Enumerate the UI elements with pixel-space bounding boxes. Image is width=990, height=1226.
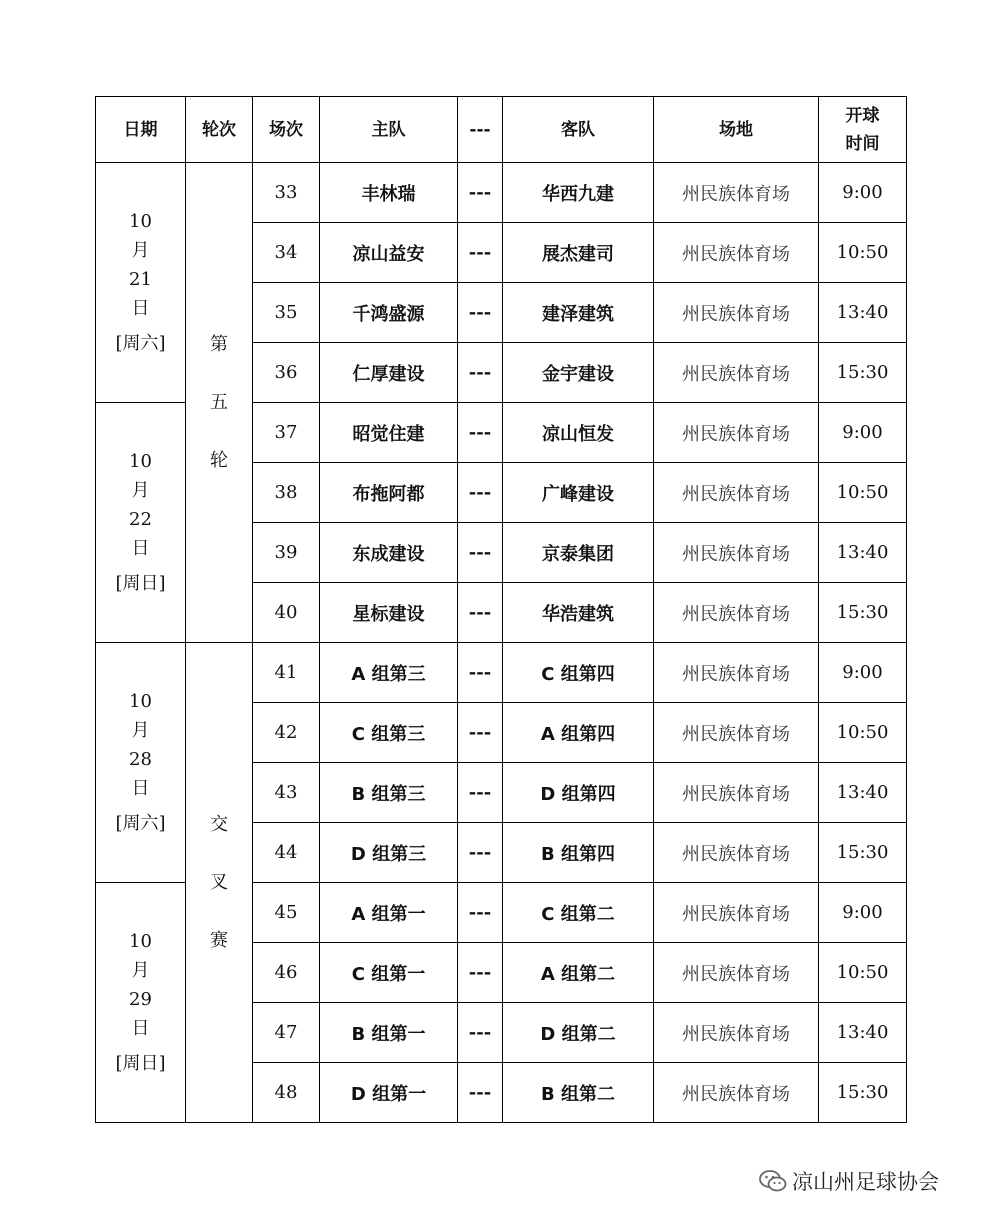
header-kickoff-line2: 时间 (845, 133, 880, 154)
schedule-table (95, 96, 907, 1123)
away-team: 凉山恒发 (503, 403, 654, 463)
table-row (96, 643, 907, 703)
venue: 州民族体育场 (654, 763, 819, 823)
date-day-char: 日 (131, 1018, 150, 1039)
vs-separator: --- (458, 643, 503, 703)
date-weekday: [周日] (115, 1053, 166, 1074)
home-team: 昭觉住建 (320, 403, 458, 463)
venue: 州民族体育场 (654, 1063, 819, 1123)
match-no: 47 (253, 1003, 320, 1063)
away-team: B 组第二 (503, 1063, 654, 1123)
venue: 州民族体育场 (654, 403, 819, 463)
vs-separator: --- (458, 883, 503, 943)
home-team: 凉山益安 (320, 223, 458, 283)
kickoff-time: 9:00 (819, 403, 907, 463)
date-day: 22 (129, 509, 152, 530)
home-team: C 组第一 (320, 943, 458, 1003)
date-day: 29 (129, 989, 152, 1010)
date-month-char: 月 (131, 240, 150, 261)
kickoff-time: 10:50 (819, 703, 907, 763)
vs-separator: --- (458, 583, 503, 643)
wechat-icon (758, 1168, 788, 1194)
header-away: 客队 (503, 97, 654, 163)
round-cell (186, 643, 253, 1123)
match-no: 33 (253, 163, 320, 223)
kickoff-time: 10:50 (819, 943, 907, 1003)
away-team: D 组第二 (503, 1003, 654, 1063)
vs-separator: --- (458, 943, 503, 1003)
kickoff-time: 15:30 (819, 1063, 907, 1123)
kickoff-time: 9:00 (819, 163, 907, 223)
date-month-char: 月 (131, 480, 150, 501)
home-team: A 组第三 (320, 643, 458, 703)
home-team: C 组第三 (320, 703, 458, 763)
home-team: B 组第三 (320, 763, 458, 823)
kickoff-time: 9:00 (819, 643, 907, 703)
match-no: 38 (253, 463, 320, 523)
round-char: 轮 (210, 449, 228, 471)
match-no: 41 (253, 643, 320, 703)
kickoff-time: 13:40 (819, 523, 907, 583)
away-team: 金宇建设 (503, 343, 654, 403)
header-kickoff (819, 97, 907, 163)
venue: 州民族体育场 (654, 823, 819, 883)
away-team: B 组第四 (503, 823, 654, 883)
vs-separator: --- (458, 523, 503, 583)
date-month: 10 (129, 931, 152, 952)
match-no: 36 (253, 343, 320, 403)
header-match-no: 场次 (253, 97, 320, 163)
kickoff-time: 13:40 (819, 283, 907, 343)
home-team: B 组第一 (320, 1003, 458, 1063)
vs-separator: --- (458, 463, 503, 523)
kickoff-time: 9:00 (819, 883, 907, 943)
match-no: 35 (253, 283, 320, 343)
watermark-text: 凉山州足球协会 (792, 1170, 939, 1194)
date-weekday: [周日] (115, 573, 166, 594)
away-team: C 组第二 (503, 883, 654, 943)
round-char: 第 (210, 333, 228, 355)
away-team: A 组第二 (503, 943, 654, 1003)
kickoff-time: 10:50 (819, 463, 907, 523)
header-venue: 场地 (654, 97, 819, 163)
date-day: 28 (129, 749, 152, 770)
vs-separator: --- (458, 823, 503, 883)
table-row (96, 163, 907, 223)
home-team: D 组第一 (320, 1063, 458, 1123)
away-team: D 组第四 (503, 763, 654, 823)
date-month: 10 (129, 691, 152, 712)
home-team: 东成建设 (320, 523, 458, 583)
vs-separator: --- (458, 703, 503, 763)
vs-separator: --- (458, 403, 503, 463)
venue: 州民族体育场 (654, 643, 819, 703)
schedule-body (96, 163, 907, 1123)
venue: 州民族体育场 (654, 583, 819, 643)
header-date: 日期 (96, 97, 186, 163)
date-day-char: 日 (131, 298, 150, 319)
header-kickoff-line1: 开球 (845, 105, 880, 126)
date-month-char: 月 (131, 960, 150, 981)
round-char: 交 (210, 813, 228, 835)
home-team: 仁厚建设 (320, 343, 458, 403)
match-no: 39 (253, 523, 320, 583)
date-cell (96, 163, 186, 403)
home-team: D 组第三 (320, 823, 458, 883)
venue: 州民族体育场 (654, 883, 819, 943)
venue: 州民族体育场 (654, 943, 819, 1003)
home-team: 千鸿盛源 (320, 283, 458, 343)
kickoff-time: 10:50 (819, 223, 907, 283)
match-no: 40 (253, 583, 320, 643)
match-no: 48 (253, 1063, 320, 1123)
away-team: 建泽建筑 (503, 283, 654, 343)
away-team: 华西九建 (503, 163, 654, 223)
date-cell (96, 643, 186, 883)
venue: 州民族体育场 (654, 223, 819, 283)
date-month: 10 (129, 211, 152, 232)
match-no: 43 (253, 763, 320, 823)
date-cell (96, 883, 186, 1123)
match-no: 42 (253, 703, 320, 763)
home-team: A 组第一 (320, 883, 458, 943)
match-no: 37 (253, 403, 320, 463)
date-weekday: [周六] (115, 813, 166, 834)
away-team: C 组第四 (503, 643, 654, 703)
round-cell (186, 163, 253, 643)
kickoff-time: 15:30 (819, 583, 907, 643)
round-char: 叉 (210, 871, 228, 893)
home-team: 星标建设 (320, 583, 458, 643)
kickoff-time: 13:40 (819, 1003, 907, 1063)
vs-separator: --- (458, 1063, 503, 1123)
match-no: 45 (253, 883, 320, 943)
away-team: 展杰建司 (503, 223, 654, 283)
venue: 州民族体育场 (654, 343, 819, 403)
round-char: 五 (210, 391, 228, 413)
vs-separator: --- (458, 163, 503, 223)
away-team: A 组第四 (503, 703, 654, 763)
date-day-char: 日 (131, 538, 150, 559)
kickoff-time: 13:40 (819, 763, 907, 823)
round-char: 赛 (210, 929, 228, 951)
away-team: 广峰建设 (503, 463, 654, 523)
kickoff-time: 15:30 (819, 343, 907, 403)
venue: 州民族体育场 (654, 463, 819, 523)
away-team: 京泰集团 (503, 523, 654, 583)
date-weekday: [周六] (115, 333, 166, 354)
date-month: 10 (129, 451, 152, 472)
kickoff-time: 15:30 (819, 823, 907, 883)
vs-separator: --- (458, 223, 503, 283)
venue: 州民族体育场 (654, 163, 819, 223)
vs-separator: --- (458, 1003, 503, 1063)
home-team: 丰林瑞 (320, 163, 458, 223)
header-round: 轮次 (186, 97, 253, 163)
vs-separator: --- (458, 283, 503, 343)
home-team: 布拖阿都 (320, 463, 458, 523)
date-month-char: 月 (131, 720, 150, 741)
vs-separator: --- (458, 763, 503, 823)
watermark (758, 1163, 939, 1199)
venue: 州民族体育场 (654, 523, 819, 583)
venue: 州民族体育场 (654, 283, 819, 343)
date-day: 21 (129, 269, 152, 290)
away-team: 华浩建筑 (503, 583, 654, 643)
venue: 州民族体育场 (654, 703, 819, 763)
date-day-char: 日 (131, 778, 150, 799)
match-no: 44 (253, 823, 320, 883)
match-no: 34 (253, 223, 320, 283)
match-no: 46 (253, 943, 320, 1003)
header-sep: --- (458, 97, 503, 163)
header-row (96, 97, 907, 163)
header-home: 主队 (320, 97, 458, 163)
venue: 州民族体育场 (654, 1003, 819, 1063)
vs-separator: --- (458, 343, 503, 403)
date-cell (96, 403, 186, 643)
